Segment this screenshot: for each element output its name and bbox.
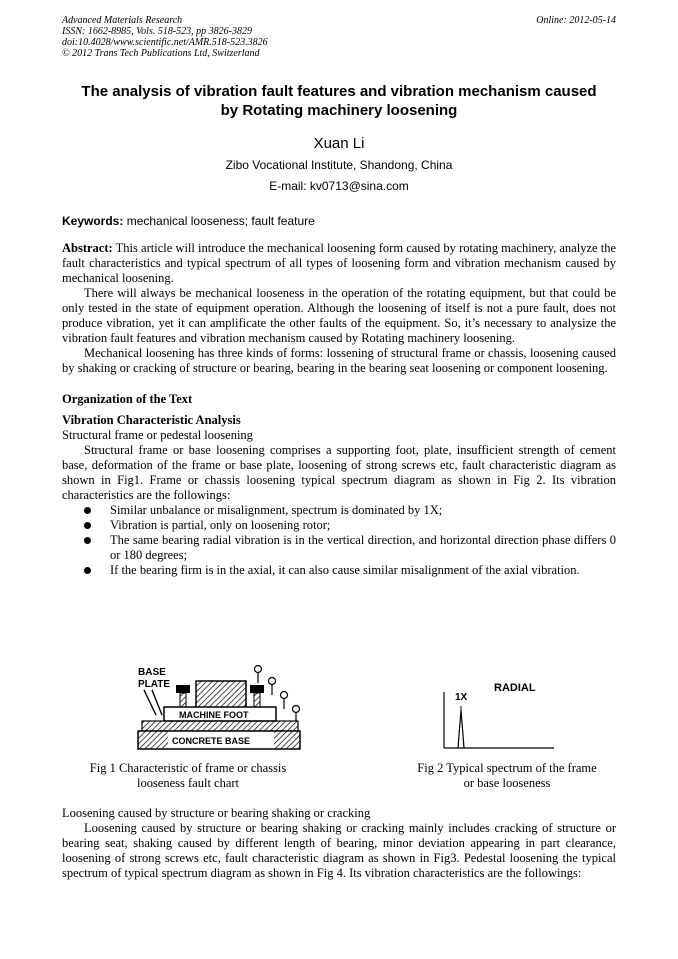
body-bottom — [62, 806, 616, 881]
fig1-label-concrete: CONCRETE BASE — [172, 736, 251, 746]
structure-cracking-paragraph: Loosening caused by structure or bearing shaking or cracking mainly includes cracking of structure or bearing seat, shaking caused by different length of bearing, minor deviation appearing in part clearance, loosening of strong screws etc, fault characteristic diagram as shown in Fig3. Pedestal loosening the typical spectrum of typical spectrum diagram as shown in Fig 4. Its vibration characteristics are the followings: — [62, 821, 616, 880]
journal-name: Advanced Materials Research — [62, 15, 183, 26]
intro-paragraph-2: Mechanical loosening has three kinds of forms: lossening of structural frame or chassis, loosening caused by shaking or cracking of structure or bearing, bearing in the bearing seat loosening or component loosening. — [62, 346, 616, 375]
fig1-caption — [66, 761, 310, 791]
subheading-structure-cracking: Loosening caused by structure or bearing shaking or cracking — [62, 806, 371, 820]
body-top — [62, 241, 616, 578]
keywords-text: mechanical looseness; fault feature — [123, 214, 315, 228]
journal-doi: doi:10.4028/www.scientific.net/AMR.518-523.3826 — [62, 37, 268, 48]
characteristics-list — [62, 503, 616, 578]
paper-title — [62, 82, 616, 120]
intro-paragraph-1: There will always be mechanical looseness in the operation of the rotating equipment, but that could be only tested in the state of equipment operation. Although the loosening of itself is not a pure fault, does not produce vibration, yet it can amplificate the other faults of the equipment. So, it’s necessary to analysize the vibration fault features and vibration mechanism caused by Rotating machinery loosening. — [62, 286, 616, 345]
list-item: The same bearing radial vibration is in the vertical direction, and horizontal direction phase differs 0 or 180 degrees; — [80, 533, 616, 563]
fig2-label-1x: 1X — [455, 692, 468, 703]
list-item: Vibration is partial, only on loosening rotor; — [80, 518, 616, 533]
fig1-probe-icon — [293, 706, 300, 713]
journal-copyright: © 2012 Trans Tech Publications Ltd, Switzerland — [62, 48, 260, 59]
journal-issn: ISSN: 1662-8985, Vols. 518-523, pp 3826-3829 — [62, 26, 252, 37]
fig1-base-plate — [142, 721, 298, 731]
author-name: Xuan Li — [313, 135, 365, 152]
keywords-label: Keywords: — [62, 214, 124, 228]
fig1-caption-line2: looseness fault chart — [136, 776, 240, 790]
fig1-caption-line1: Fig 1 Characteristic of frame or chassis — [89, 761, 287, 775]
fig2-caption-line1: Fig 2 Typical spectrum of the frame — [417, 761, 597, 775]
abstract-label: Abstract: — [62, 241, 113, 255]
fig1-frame-looseness-diagram — [134, 663, 302, 755]
journal-header — [62, 15, 616, 59]
fig1-machine-body — [196, 681, 246, 709]
list-item: If the bearing firm is in the axial, it can also cause similar misalignment of the axial vibration. — [80, 563, 616, 578]
fig1-label-plate: PLATE — [138, 679, 171, 690]
fig1-probe-icon — [281, 692, 288, 699]
section-heading-organization: Organization of the Text — [62, 392, 193, 406]
fig2-caption — [398, 761, 616, 791]
subheading-frame-loosening: Structural frame or pedestal loosening — [62, 428, 253, 442]
fig1-bolt-head — [250, 685, 264, 693]
abstract — [62, 241, 616, 286]
fig1-label-base: BASE — [138, 667, 166, 678]
bullet-icon — [84, 567, 91, 574]
bullet-icon — [84, 507, 91, 514]
fig1-concrete-hatch — [138, 731, 168, 749]
paper-title-line2: by Rotating machinery loosening — [220, 102, 458, 119]
fig2-label-radial: RADIAL — [494, 682, 536, 694]
fig2-caption-line2: or base looseness — [463, 776, 551, 790]
fig1-label-foot: MACHINE FOOT — [179, 710, 249, 720]
keywords — [62, 214, 616, 228]
fig2-spectrum-plot — [440, 676, 558, 754]
fig1-concrete-hatch — [274, 731, 300, 749]
author-email: E-mail: kv0713@sina.com — [269, 179, 409, 193]
frame-loosening-paragraph: Structural frame or base loosening comprises a supporting foot, plate, insufficient strength of cement base, deformation of the frame or base plate, loosening of strong screws etc, fault characteristic diagram as shown in Fig1. Frame or chassis loosening typical spectrum diagram as shown in Fig 2. Its vibration characteristics are the followings: — [62, 443, 616, 502]
paper-title-line1: The analysis of vibration fault features and vibration mechanism caused — [81, 83, 597, 100]
fig1-bolt-head — [176, 685, 190, 693]
fig1-probe-icon — [269, 678, 276, 685]
abstract-text: This article will introduce the mechanical loosening form caused by rotating machinery, analyze the fault characteristics and typical spectrum of all types of loosening form and vibration mechanism caused by mechanical loosening. — [62, 241, 616, 285]
bullet-icon — [84, 522, 91, 529]
fig1-probe-icon — [255, 666, 262, 673]
section-heading-vibration: Vibration Characteristic Analysis — [62, 413, 241, 427]
bullet-icon — [84, 537, 91, 544]
online-date: Online: 2012-05-14 — [536, 15, 616, 26]
list-item: Similar unbalance or misalignment, spectrum is dominated by 1X; — [80, 503, 616, 518]
author-affiliation: Zibo Vocational Institute, Shandong, China — [225, 158, 453, 172]
fig2-peak-1x — [458, 710, 464, 748]
